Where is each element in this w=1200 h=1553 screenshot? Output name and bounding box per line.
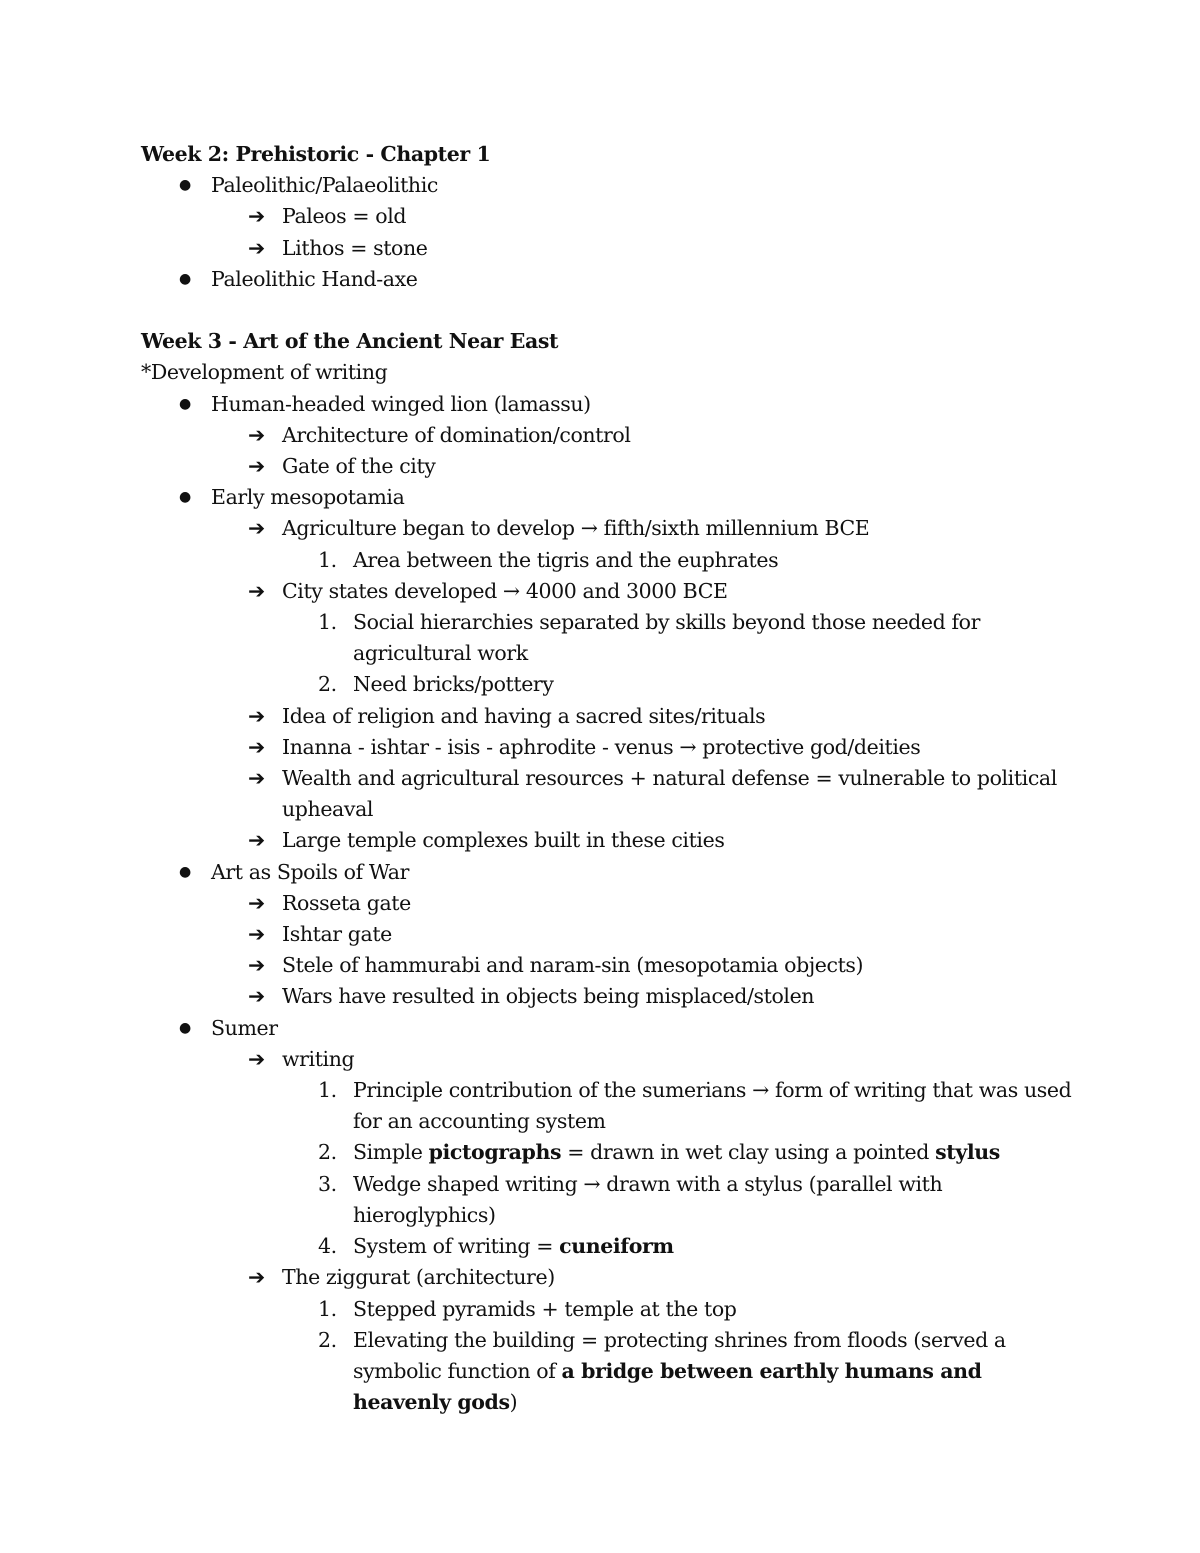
list-item <box>141 482 1081 513</box>
list-item-text: Art as Spoils of War <box>211 859 410 884</box>
numbered-item-text: Area between the tigris and the euphrates <box>353 547 779 572</box>
sub-item <box>141 888 1081 919</box>
bullet-icon: ● <box>179 395 191 412</box>
list-number: 2. <box>318 1140 337 1165</box>
list-number: 4. <box>318 1234 337 1259</box>
list-number: 3. <box>318 1171 337 1196</box>
sub-item <box>141 1044 1081 1075</box>
week2-list <box>141 170 1081 295</box>
numbered-item <box>141 669 1081 700</box>
numbered-item <box>141 1169 1081 1231</box>
sub-item <box>141 763 1081 825</box>
list-item-text: Sumer <box>211 1015 278 1040</box>
sub-item <box>141 576 1081 607</box>
sub-item-text: Wealth and agricultural resources + natural defense = vulnerable to political upheaval <box>282 766 1057 822</box>
sub-item <box>141 981 1081 1012</box>
numbered-item <box>141 545 1081 576</box>
arrow-icon: ➔ <box>248 734 265 759</box>
sub-item-text: The ziggurat (architecture) <box>282 1265 555 1290</box>
list-item-text: Paleolithic/Palaeolithic <box>211 173 438 198</box>
list-item <box>141 1013 1081 1044</box>
sub-item-text: Large temple complexes built in these cities <box>282 828 725 853</box>
sub-item <box>141 950 1081 981</box>
sub-item-text: writing <box>282 1046 355 1071</box>
list-item-text: Early mesopotamia <box>211 485 405 510</box>
bold-term: stylus <box>935 1140 1000 1165</box>
list-item <box>141 857 1081 888</box>
bold-term: cuneiform <box>559 1234 674 1259</box>
numbered-item-text: Wedge shaped writing → drawn with a stylus (parallel with hieroglyphics) <box>353 1171 943 1227</box>
arrow-icon: ➔ <box>248 422 265 447</box>
list-number: 2. <box>318 672 337 697</box>
numbered-item <box>141 1294 1081 1325</box>
sub-item <box>141 919 1081 950</box>
sub-item-text: Idea of religion and having a sacred sites/rituals <box>282 703 766 728</box>
arrow-icon: ➔ <box>248 953 265 978</box>
sub-item-text: Stele of hammurabi and naram-sin (mesopotamia objects) <box>282 953 864 978</box>
bullet-icon: ● <box>179 489 191 506</box>
week3-note: *Development of writing <box>141 360 388 385</box>
week3-list <box>141 389 1081 1419</box>
numbered-item <box>141 607 1081 669</box>
sub-item-text: City states developed → 4000 and 3000 BCE <box>282 578 728 603</box>
list-item <box>141 170 1081 201</box>
text-run: = drawn in wet clay using a pointed <box>561 1140 936 1165</box>
list-item-text: Human-headed winged lion (lamassu) <box>211 391 591 416</box>
sub-item <box>141 1262 1081 1293</box>
bullet-icon: ● <box>179 1019 191 1036</box>
arrow-icon: ➔ <box>248 235 265 260</box>
list-number: 2. <box>318 1327 337 1352</box>
sub-item <box>141 701 1081 732</box>
numbered-item-text: Need bricks/pottery <box>353 672 554 697</box>
bullet-icon: ● <box>179 863 191 880</box>
list-number: 1. <box>318 610 337 635</box>
arrow-icon: ➔ <box>248 828 265 853</box>
sub-item-text: Architecture of domination/control <box>282 422 631 447</box>
list-item <box>141 264 1081 295</box>
list-number: 1. <box>318 547 337 572</box>
numbered-item-text: Social hierarchies separated by skills beyond those needed for agricultural work <box>353 610 980 666</box>
section-gap <box>141 295 1081 326</box>
list-item <box>141 389 1081 420</box>
arrow-icon: ➔ <box>248 890 265 915</box>
arrow-icon: ➔ <box>248 766 265 791</box>
arrow-icon: ➔ <box>248 1265 265 1290</box>
sub-item-text: Ishtar gate <box>282 922 392 947</box>
numbered-item-text: Principle contribution of the sumerians → form of writing that was used for an accounting system <box>353 1078 1072 1134</box>
bold-term: a bridge between earthly humans and heavenly gods <box>353 1358 982 1415</box>
sub-item <box>141 420 1081 451</box>
sub-item <box>141 825 1081 856</box>
sub-item <box>141 451 1081 482</box>
sub-item <box>141 732 1081 763</box>
sub-item-text: Gate of the city <box>282 454 436 479</box>
list-item-text: Paleolithic Hand-axe <box>211 266 418 291</box>
arrow-icon: ➔ <box>248 578 265 603</box>
text-run: Simple <box>353 1140 429 1165</box>
list-number: 1. <box>318 1296 337 1321</box>
notes-content <box>141 139 1081 1418</box>
text-run: ) <box>509 1390 518 1415</box>
sub-item-text: Wars have resulted in objects being misplaced/stolen <box>282 984 815 1009</box>
arrow-icon: ➔ <box>248 204 265 229</box>
arrow-icon: ➔ <box>248 1046 265 1071</box>
numbered-item <box>141 1075 1081 1137</box>
bold-term: pictographs <box>428 1140 562 1165</box>
arrow-icon: ➔ <box>248 984 265 1009</box>
arrow-icon: ➔ <box>248 703 265 728</box>
week2-heading: Week 2: Prehistoric - Chapter 1 <box>141 142 491 166</box>
sub-item-text: Agriculture began to develop → fifth/sixth millennium BCE <box>282 516 870 541</box>
numbered-item <box>141 1325 1081 1419</box>
sub-item <box>141 201 1081 232</box>
bullet-icon: ● <box>179 177 191 194</box>
numbered-item-text: Stepped pyramids + temple at the top <box>353 1296 737 1321</box>
arrow-icon: ➔ <box>248 516 265 541</box>
sub-item <box>141 513 1081 544</box>
list-number: 1. <box>318 1078 337 1103</box>
sub-item-text: Rosseta gate <box>282 890 411 915</box>
arrow-icon: ➔ <box>248 922 265 947</box>
arrow-icon: ➔ <box>248 454 265 479</box>
text-run: Elevating the building = protecting shrines from floods (served a symbolic function of <box>353 1327 1006 1383</box>
week3-heading: Week 3 - Art of the Ancient Near East <box>141 329 559 354</box>
text-run: System of writing = <box>353 1234 560 1259</box>
sub-item-text: Inanna - ishtar - isis - aphrodite - venus → protective god/deities <box>282 734 921 759</box>
bullet-icon: ● <box>179 270 191 287</box>
numbered-item <box>141 1231 1081 1262</box>
sub-item-text: Paleos = old <box>282 204 407 229</box>
sub-item-text: Lithos = stone <box>282 235 428 260</box>
sub-item <box>141 233 1081 264</box>
numbered-item <box>141 1137 1081 1168</box>
